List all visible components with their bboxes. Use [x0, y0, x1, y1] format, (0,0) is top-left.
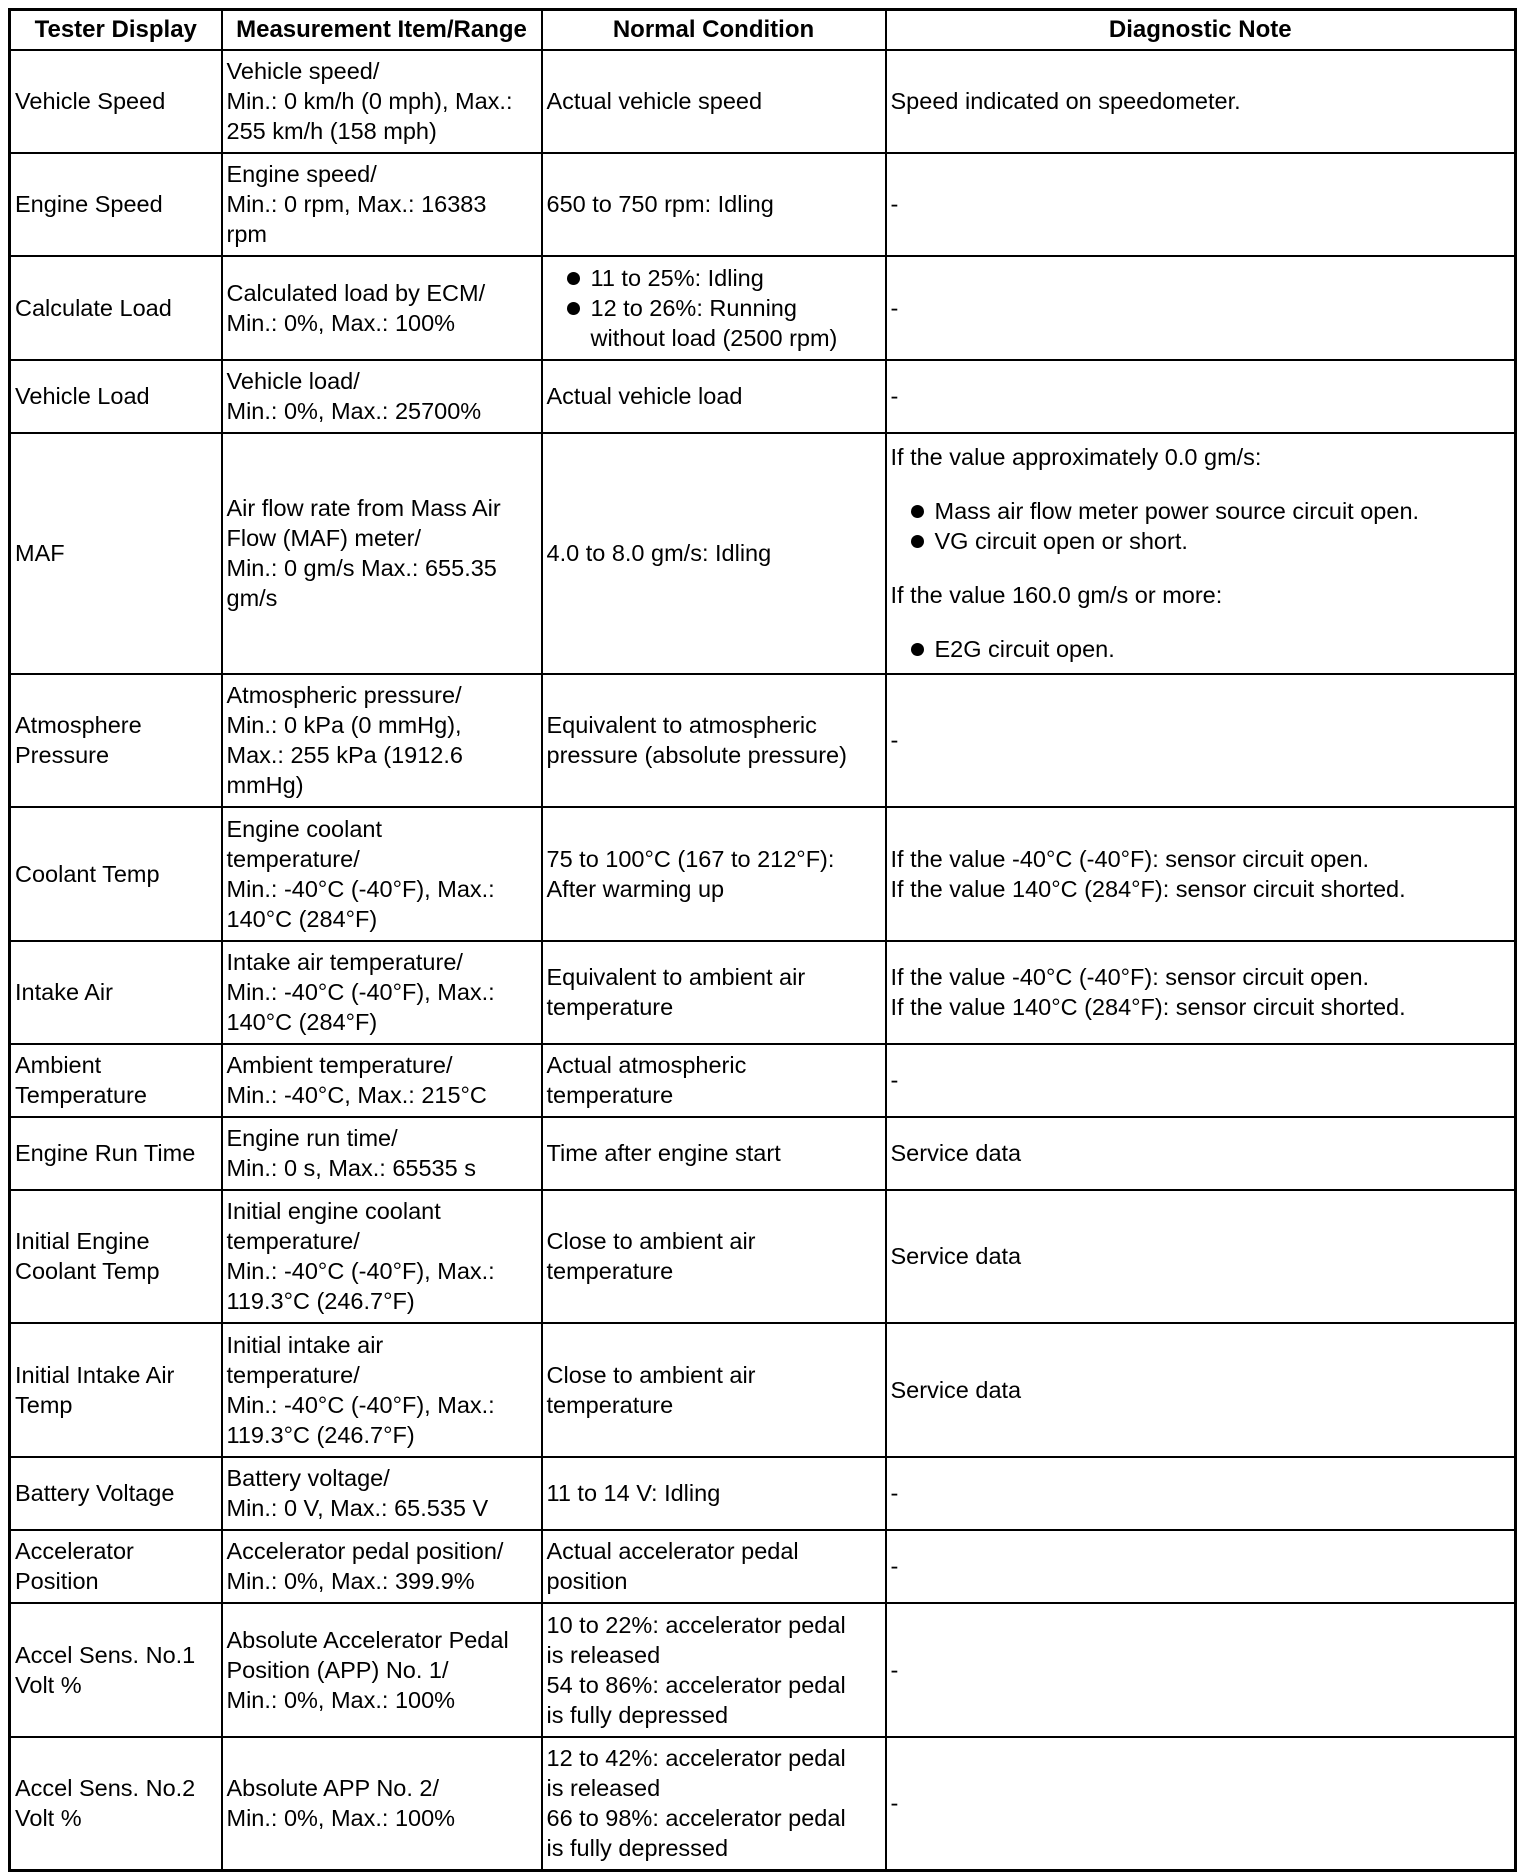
measurement-cell: Calculated load by ECM/ Min.: 0%, Max.: 100% — [222, 256, 542, 360]
diagnostic-note-cell: - — [886, 153, 1516, 256]
diagnostic-note-cell: Service data — [886, 1323, 1516, 1457]
normal-condition-cell: 75 to 100°C (167 to 212°F): After warming up — [542, 807, 886, 941]
diagnostic-note-cell: - — [886, 1530, 1516, 1603]
tester-display-cell: Accel Sens. No.1 Volt % — [10, 1603, 222, 1737]
table-row — [10, 256, 1516, 360]
measurement-cell: Vehicle speed/ Min.: 0 km/h (0 mph), Max.: 255 km/h (158 mph) — [222, 50, 542, 153]
normal-condition-cell: Time after engine start — [542, 1117, 886, 1190]
measurement-cell: Battery voltage/ Min.: 0 V, Max.: 65.535 V — [222, 1457, 542, 1530]
normal-condition-cell: Equivalent to atmospheric pressure (absolute pressure) — [542, 674, 886, 807]
table-row — [10, 1117, 1516, 1190]
diagnostic-note-cell: Service data — [886, 1117, 1516, 1190]
list-item: E2G circuit open. — [891, 634, 1511, 664]
table-row — [10, 674, 1516, 807]
normal-condition-cell: 650 to 750 rpm: Idling — [542, 153, 886, 256]
diagnostic-note-cell: - — [886, 674, 1516, 807]
measurement-cell: Ambient temperature/ Min.: -40°C, Max.: 215°C — [222, 1044, 542, 1117]
measurement-cell: Absolute APP No. 2/ Min.: 0%, Max.: 100% — [222, 1737, 542, 1871]
normal-condition-cell: Actual accelerator pedal position — [542, 1530, 886, 1603]
table-row — [10, 433, 1516, 674]
note-intro-high: If the value 160.0 gm/s or more: — [890, 582, 1223, 608]
table-row — [10, 153, 1516, 256]
tester-display-cell: Engine Speed — [10, 153, 222, 256]
normal-condition-cell: Close to ambient air temperature — [542, 1323, 886, 1457]
table-row — [10, 1457, 1516, 1530]
normal-condition-cell: Close to ambient air temperature — [542, 1190, 886, 1323]
diagnostic-note-cell: Service data — [886, 1190, 1516, 1323]
tester-display-cell: Battery Voltage — [10, 1457, 222, 1530]
diagnostic-note-cell: - — [886, 1603, 1516, 1737]
diagnostic-note-cell: - — [886, 256, 1516, 360]
tester-display-cell: Accel Sens. No.2 Volt % — [10, 1737, 222, 1871]
tester-display-cell: Initial Engine Coolant Temp — [10, 1190, 222, 1323]
tester-display-cell: Initial Intake Air Temp — [10, 1323, 222, 1457]
normal-condition-cell: 10 to 22%: accelerator pedal is released 54 to 86%: accelerator pedal is fully depressed — [542, 1603, 886, 1737]
table-row — [10, 941, 1516, 1044]
diagnostic-note-cell: - — [886, 1044, 1516, 1117]
table-row — [10, 1190, 1516, 1323]
diagnostic-note-cell: - — [886, 1457, 1516, 1530]
tester-display-cell: MAF — [10, 433, 222, 674]
list-item: VG circuit open or short. — [891, 526, 1511, 556]
diagnostic-note-cell — [886, 433, 1516, 674]
normal-condition-cell: Equivalent to ambient air temperature — [542, 941, 886, 1044]
note-bullet-list — [891, 634, 1511, 664]
table-row — [10, 1323, 1516, 1457]
tester-display-cell: Coolant Temp — [10, 807, 222, 941]
list-item: 12 to 26%: Running without load (2500 rpm) — [547, 293, 881, 353]
diagnostic-note-cell: Speed indicated on speedometer. — [886, 50, 1516, 153]
measurement-cell: Vehicle load/ Min.: 0%, Max.: 25700% — [222, 360, 542, 433]
header-tester-display: Tester Display — [10, 10, 222, 50]
measurement-cell: Atmospheric pressure/ Min.: 0 kPa (0 mmHg), Max.: 255 kPa (1912.6 mmHg) — [222, 674, 542, 807]
tester-display-cell: Accelerator Position — [10, 1530, 222, 1603]
table-row — [10, 1530, 1516, 1603]
list-item: 11 to 25%: Idling — [547, 263, 881, 293]
measurement-cell: Initial engine coolant temperature/ Min.: -40°C (-40°F), Max.: 119.3°C (246.7°F) — [222, 1190, 542, 1323]
diagnostic-note-cell: - — [886, 1737, 1516, 1871]
normal-condition-cell: Actual atmospheric temperature — [542, 1044, 886, 1117]
normal-condition-cell — [542, 256, 886, 360]
diagnostic-note-cell: - — [886, 360, 1516, 433]
tester-display-cell: Calculate Load — [10, 256, 222, 360]
table-row — [10, 50, 1516, 153]
tester-display-cell: Ambient Temperature — [10, 1044, 222, 1117]
measurement-cell: Engine speed/ Min.: 0 rpm, Max.: 16383 rpm — [222, 153, 542, 256]
diagnostic-note-cell: If the value -40°C (-40°F): sensor circuit open. If the value 140°C (284°F): sensor circuit shorted. — [886, 941, 1516, 1044]
measurement-cell: Air flow rate from Mass Air Flow (MAF) meter/ Min.: 0 gm/s Max.: 655.35 gm/s — [222, 433, 542, 674]
measurement-cell: Engine coolant temperature/ Min.: -40°C (-40°F), Max.: 140°C (284°F) — [222, 807, 542, 941]
normal-condition-cell: Actual vehicle speed — [542, 50, 886, 153]
table-row — [10, 1737, 1516, 1871]
tester-display-cell: Vehicle Speed — [10, 50, 222, 153]
tester-display-cell: Engine Run Time — [10, 1117, 222, 1190]
header-row — [10, 10, 1516, 50]
header-normal-condition: Normal Condition — [542, 10, 886, 50]
diagnostic-note-cell: If the value -40°C (-40°F): sensor circuit open. If the value 140°C (284°F): sensor circuit shorted. — [886, 807, 1516, 941]
data-list-table — [8, 8, 1517, 1872]
normal-condition-cell: 4.0 to 8.0 gm/s: Idling — [542, 433, 886, 674]
table-row — [10, 1044, 1516, 1117]
measurement-cell: Absolute Accelerator Pedal Position (APP) No. 1/ Min.: 0%, Max.: 100% — [222, 1603, 542, 1737]
table-row — [10, 807, 1516, 941]
tester-display-cell: Atmosphere Pressure — [10, 674, 222, 807]
measurement-cell: Accelerator pedal position/ Min.: 0%, Max.: 399.9% — [222, 1530, 542, 1603]
normal-condition-cell: 11 to 14 V: Idling — [542, 1457, 886, 1530]
note-bullet-list — [891, 496, 1511, 556]
normal-condition-cell: Actual vehicle load — [542, 360, 886, 433]
tester-display-cell: Intake Air — [10, 941, 222, 1044]
measurement-cell: Intake air temperature/ Min.: -40°C (-40°F), Max.: 140°C (284°F) — [222, 941, 542, 1044]
header-measurement-item: Measurement Item/Range — [222, 10, 542, 50]
tester-display-cell: Vehicle Load — [10, 360, 222, 433]
header-diagnostic-note: Diagnostic Note — [886, 10, 1516, 50]
measurement-cell: Initial intake air temperature/ Min.: -40°C (-40°F), Max.: 119.3°C (246.7°F) — [222, 1323, 542, 1457]
measurement-cell: Engine run time/ Min.: 0 s, Max.: 65535 s — [222, 1117, 542, 1190]
normal-condition-cell: 12 to 42%: accelerator pedal is released 66 to 98%: accelerator pedal is fully depressed — [542, 1737, 886, 1871]
note-intro-low: If the value approximately 0.0 gm/s: — [890, 444, 1262, 470]
table-row — [10, 1603, 1516, 1737]
table-row — [10, 360, 1516, 433]
list-item: Mass air flow meter power source circuit open. — [891, 496, 1511, 526]
